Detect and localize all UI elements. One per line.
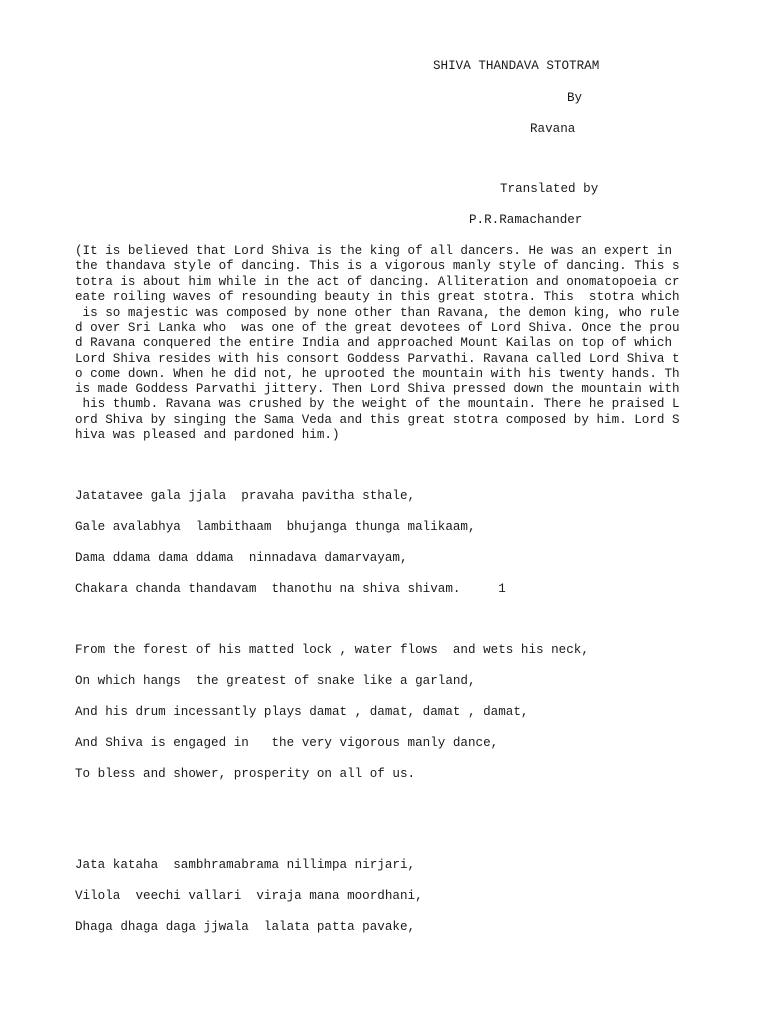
intro-line: totra is about him while in the act of dancing. Alliteration and onomatopoeia cr (75, 275, 680, 289)
author-name: Ravana (530, 122, 576, 136)
intro-line: o come down. When he did not, he uprooted the mountain with his twenty hands. Th (75, 367, 680, 381)
translation-line: From the forest of his matted lock , water flows and wets his neck, (75, 643, 589, 657)
verse-line: Dhaga dhaga daga jjwala lalata patta pavake, (75, 920, 416, 934)
translation-line: On which hangs the greatest of snake like a garland, (75, 674, 476, 688)
translation-line: And his drum incessantly plays damat , damat, damat , damat, (75, 705, 529, 719)
translated-by-label: Translated by (500, 182, 599, 196)
intro-line: (It is believed that Lord Shiva is the king of all dancers. He was an expert in (75, 244, 673, 258)
intro-line: Lord Shiva resides with his consort Goddess Parvathi. Ravana called Lord Shiva t (75, 352, 680, 366)
intro-line: is so majestic was composed by none other than Ravana, the demon king, who rule (75, 306, 680, 320)
verse-line: Vilola veechi vallari viraja mana moordhani, (75, 889, 423, 903)
intro-line: is made Goddess Parvathi jittery. Then Lord Shiva pressed down the mountain with (75, 382, 680, 396)
verse-line: Jata kataha sambhramabrama nillimpa nirjari, (75, 858, 416, 872)
verse-line: Jatatavee gala jjala pravaha pavitha sthale, (75, 489, 416, 503)
translation-line: To bless and shower, prosperity on all of us. (75, 767, 416, 781)
translator-name: P.R.Ramachander (469, 213, 583, 227)
intro-line: ord Shiva by singing the Sama Veda and this great stotra composed by him. Lord S (75, 413, 680, 427)
intro-line: hiva was pleased and pardoned him.) (75, 428, 340, 442)
intro-line: d over Sri Lanka who was one of the great devotees of Lord Shiva. Once the prou (75, 321, 680, 335)
verse-line: Gale avalabhya lambithaam bhujanga thunga malikaam, (75, 520, 476, 534)
by-label: By (567, 91, 583, 105)
intro-line: eate roiling waves of resounding beauty in this great stotra. This stotra which (75, 290, 680, 304)
document-title: SHIVA THANDAVA STOTRAM (433, 59, 600, 73)
verse-line: Chakara chanda thandavam thanothu na shiva shivam. 1 (75, 582, 506, 596)
intro-line: d Ravana conquered the entire India and approached Mount Kailas on top of which (75, 336, 680, 350)
intro-line: his thumb. Ravana was crushed by the weight of the mountain. There he praised L (75, 397, 680, 411)
translation-line: And Shiva is engaged in the very vigorous manly dance, (75, 736, 499, 750)
verse-line: Dama ddama dama ddama ninnadava damarvayam, (75, 551, 408, 565)
intro-line: the thandava style of dancing. This is a vigorous manly style of dancing. This s (75, 259, 680, 273)
